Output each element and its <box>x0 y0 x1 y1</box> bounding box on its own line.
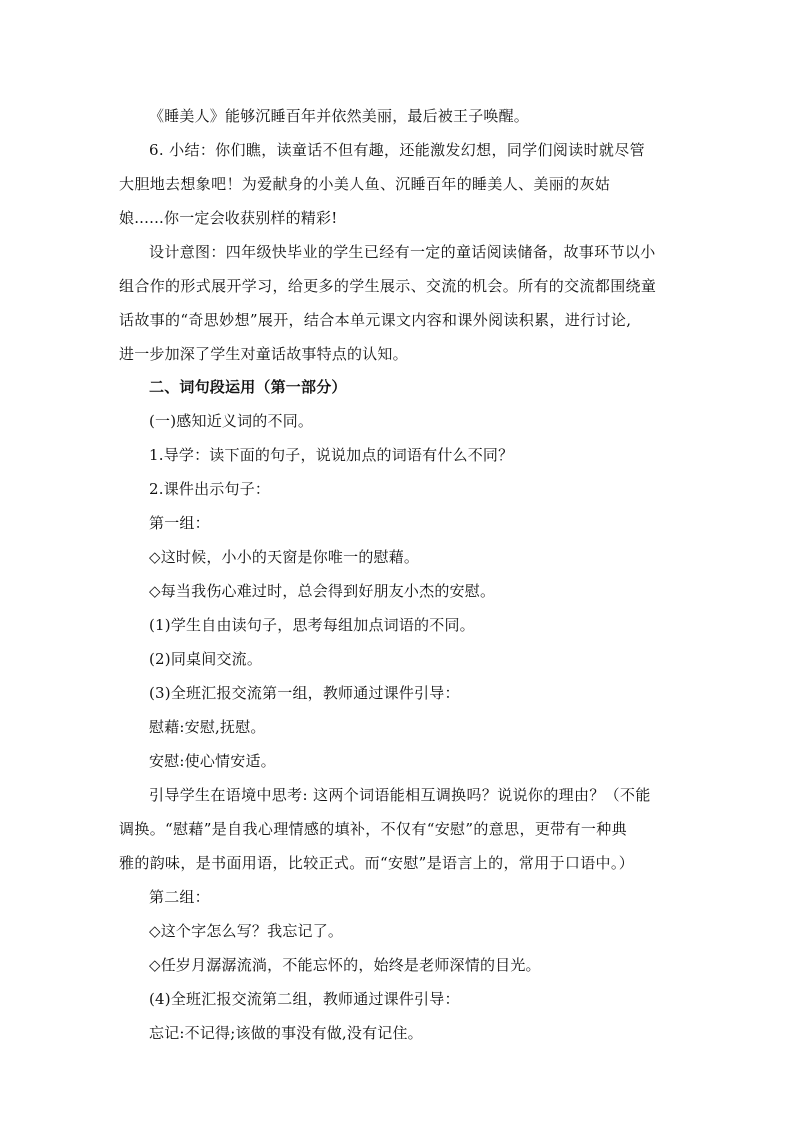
design-intent-line: 设计意图：四年级快毕业的学生已经有一定的童话阅读储备，故事环节以小 <box>149 243 656 261</box>
paragraph-line: 组合作的形式展开学习，给更多的学生展示、交流的机会。所有的交流都围绕童 <box>119 277 657 295</box>
group-label: 第一组： <box>149 514 210 532</box>
subsection-heading: (一)感知近义词的不同。 <box>149 412 314 430</box>
paragraph-line: 2.课件出示句子： <box>149 480 271 498</box>
paragraph-line: (1)学生自由读句子，思考每组加点词语的不同。 <box>149 616 475 634</box>
section-heading: 二、词句段运用（第一部分） <box>149 378 347 396</box>
paragraph-line: (3)全班汇报交流第一组，教师通过课件引导： <box>149 684 460 702</box>
definition-line: 安慰:使心情安适。 <box>149 752 276 770</box>
paragraph-line: 娘......你一定会收获别样的精彩! <box>119 209 338 227</box>
paragraph-line: 调换。“慰藉”是自我心理情感的填补，不仅有“安慰”的意思，更带有一种典 <box>119 820 627 838</box>
paragraph-line: (4)全班汇报交流第二组，教师通过课件引导： <box>149 990 460 1008</box>
summary-line: 6. 小结：你们瞧，读童话不但有趣，还能激发幻想，同学们阅读时就尽管 <box>149 141 645 159</box>
paragraph-line: 进一步加深了学生对童话故事特点的认知。 <box>119 345 408 363</box>
paragraph-line: 大胆地去想象吧！为爱献身的小美人鱼、沉睡百年的睡美人、美丽的灰姑 <box>119 175 611 193</box>
definition-line: 慰藉:安慰,抚慰。 <box>149 718 266 736</box>
paragraph-line: 话故事的“奇思妙想”展开，结合本单元课文内容和课外阅读积累，进行讨论, <box>119 311 632 329</box>
example-sentence: ◇每当我伤心难过时，总会得到好朋友小杰的安慰。 <box>149 582 496 600</box>
definition-line: 忘记:不记得;该做的事没有做,没有记住。 <box>149 1024 423 1042</box>
paragraph-line: 《睡美人》能够沉睡百年并依然美丽，最后被王子唤醒。 <box>149 107 530 125</box>
example-sentence: ◇这个字怎么写？我忘记了。 <box>149 922 344 940</box>
paragraph-line: 雅的韵味，是书面用语，比较正式。而“安慰”是语言上的，常用于口语中。） <box>119 854 635 872</box>
example-sentence: ◇任岁月潺潺流淌，不能忘怀的，始终是老师深情的目光。 <box>149 956 541 974</box>
group-label: 第二组： <box>149 888 210 906</box>
paragraph-line: 引导学生在语境中思考: 这两个词语能相互调换吗？说说你的理由？（不能 <box>149 786 651 804</box>
paragraph-line: (2)同桌间交流。 <box>149 650 263 668</box>
example-sentence: ◇这时候，小小的天窗是你唯一的慰藉。 <box>149 548 420 566</box>
paragraph-line: 1.导学：读下面的句子，说说加点的词语有什么不同？ <box>149 446 514 464</box>
